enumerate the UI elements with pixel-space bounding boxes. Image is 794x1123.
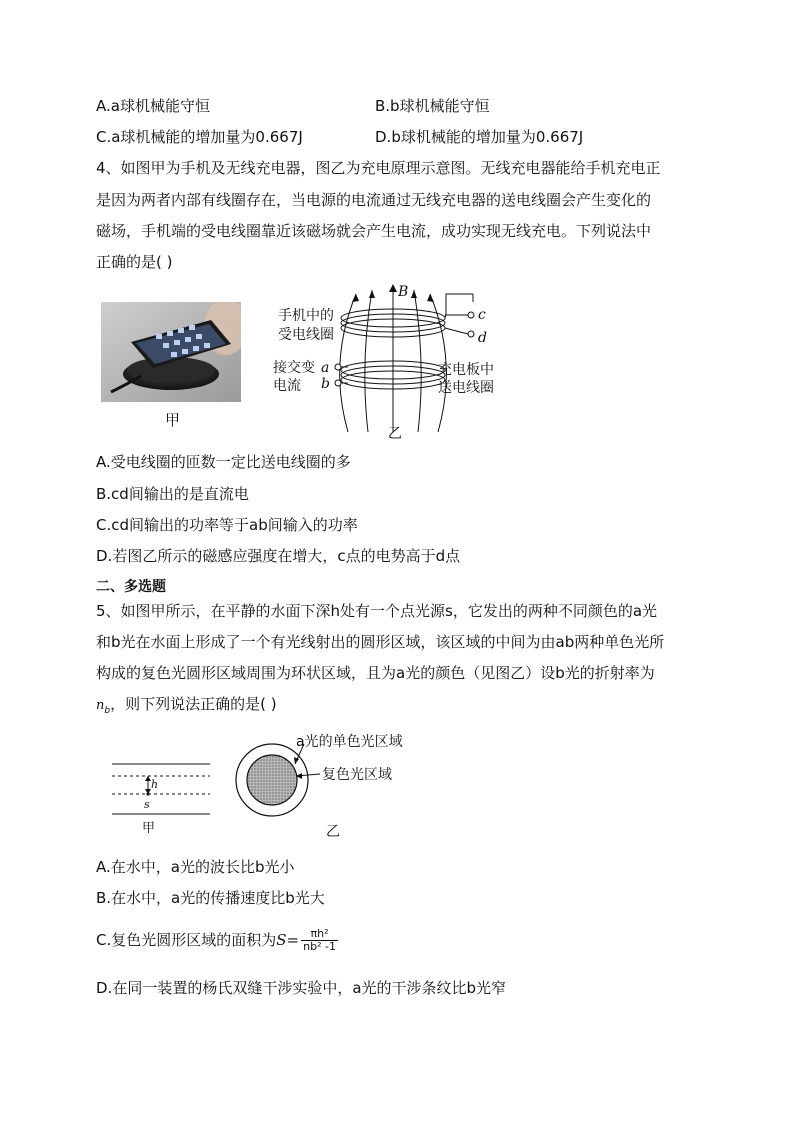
- section-title-multiple-choice: 二、多选题: [96, 579, 166, 595]
- q4-option-b: B.cd间输出的是直流电: [96, 485, 249, 503]
- water-depth-diagram: [112, 756, 212, 836]
- figure-yi-caption: 乙: [388, 426, 402, 442]
- q3-option-b: B.b球机械能守恒: [375, 97, 490, 115]
- q5-stem-line-4-rest: ，则下列说法正确的是( ): [110, 695, 277, 713]
- q4-stem-line-2: 是因为两者内部有线圈存在，当电源的电流通过无线充电器的送电线圈会产生变化的: [96, 191, 652, 209]
- figure-yi-caption-q5: 乙: [326, 824, 340, 840]
- figure-jia-caption-q5: 甲: [142, 821, 156, 836]
- q5-stem-line-1: 5、如图甲所示，在平静的水面下深h处有一个点光源s，它发出的两种不同颜色的a光: [96, 602, 658, 620]
- q4-option-d: D.若图乙所示的磁感应强度在增大，c点的电势高于d点: [96, 547, 461, 565]
- wireless-charging-diagram: [268, 282, 508, 442]
- q5-option-b: B.在水中，a光的传播速度比b光大: [96, 889, 325, 907]
- q4-stem-line-4: 正确的是( ): [96, 253, 173, 271]
- ac-input-label-2: 电流: [273, 378, 301, 394]
- refractive-index-symbol: n: [96, 698, 105, 713]
- q5-option-c-text: C.复色光圆形区域的面积为: [96, 931, 277, 949]
- source-s-label: s: [144, 798, 150, 811]
- light-region-diagram: [230, 732, 460, 842]
- area-formula-s: S=: [276, 931, 300, 949]
- terminal-a-label: a: [321, 360, 330, 376]
- figure-jia-caption: 甲: [165, 411, 181, 429]
- terminal-d-label: d: [478, 330, 487, 346]
- terminal-c-label: c: [478, 307, 486, 323]
- area-formula-fraction: [301, 928, 338, 953]
- q4-option-a: A.受电线圈的匝数一定比送电线圈的多: [96, 453, 351, 471]
- q3-option-c: C.a球机械能的增加量为0.667J: [96, 128, 303, 146]
- q5-option-d: D.在同一装置的杨氏双缝干涉实验中，a光的干涉条纹比b光窄: [96, 979, 507, 997]
- phone-coil-label-2: 受电线圈: [278, 327, 334, 343]
- ac-input-label-1: 接交变: [273, 360, 315, 376]
- composite-region-disk: [247, 755, 297, 805]
- area-formula-denominator: nb² -1: [303, 940, 336, 953]
- composite-region-label: 复色光区域: [322, 767, 392, 783]
- q5-option-c: [96, 928, 338, 953]
- b-field-label: B: [398, 284, 409, 300]
- field-line-3: [414, 290, 421, 432]
- q3-option-a: A.a球机械能守恒: [96, 97, 210, 115]
- field-line-1: [340, 294, 356, 432]
- q4-stem-line-3: 磁场，手机端的受电线圈靠近该磁场就会产生电流，成功实现无线充电。下列说法中: [96, 222, 652, 240]
- terminal-b-label: b: [321, 376, 330, 392]
- pad-coil-label-2: 送电线圈: [438, 380, 494, 396]
- q5-stem-line-3: 构成的复色光圆形区域周围为环状区域，且为a光的颜色（见图乙）设b光的折射率为: [96, 664, 655, 682]
- q3-option-d: D.b球机械能的增加量为0.667J: [375, 128, 584, 146]
- q4-option-c: C.cd间输出的功率等于ab间输入的功率: [96, 516, 358, 534]
- pad-coil-label-1: 充电板中: [438, 362, 494, 378]
- mono-region-label: a光的单色光区域: [296, 734, 403, 750]
- q5-stem-line-4: [96, 694, 277, 721]
- q5-option-a: A.在水中，a光的波长比b光小: [96, 858, 295, 876]
- refractive-index-subscript: b: [104, 706, 111, 716]
- q4-stem-line-1: 4、如图甲为手机及无线充电器，图乙为充电原理示意图。无线充电器能给手机充电正: [96, 159, 661, 177]
- q5-stem-line-2: 和b光在水面上形成了一个有光线射出的圆形区域，该区域的中间为由ab两种单色光所: [96, 633, 665, 651]
- depth-h-label: h: [151, 778, 159, 791]
- phone-coil-label-1: 手机中的: [278, 308, 334, 324]
- phone-charger-photo: [101, 302, 241, 402]
- area-formula-numerator: πh²: [301, 928, 338, 941]
- field-line-2: [365, 290, 372, 432]
